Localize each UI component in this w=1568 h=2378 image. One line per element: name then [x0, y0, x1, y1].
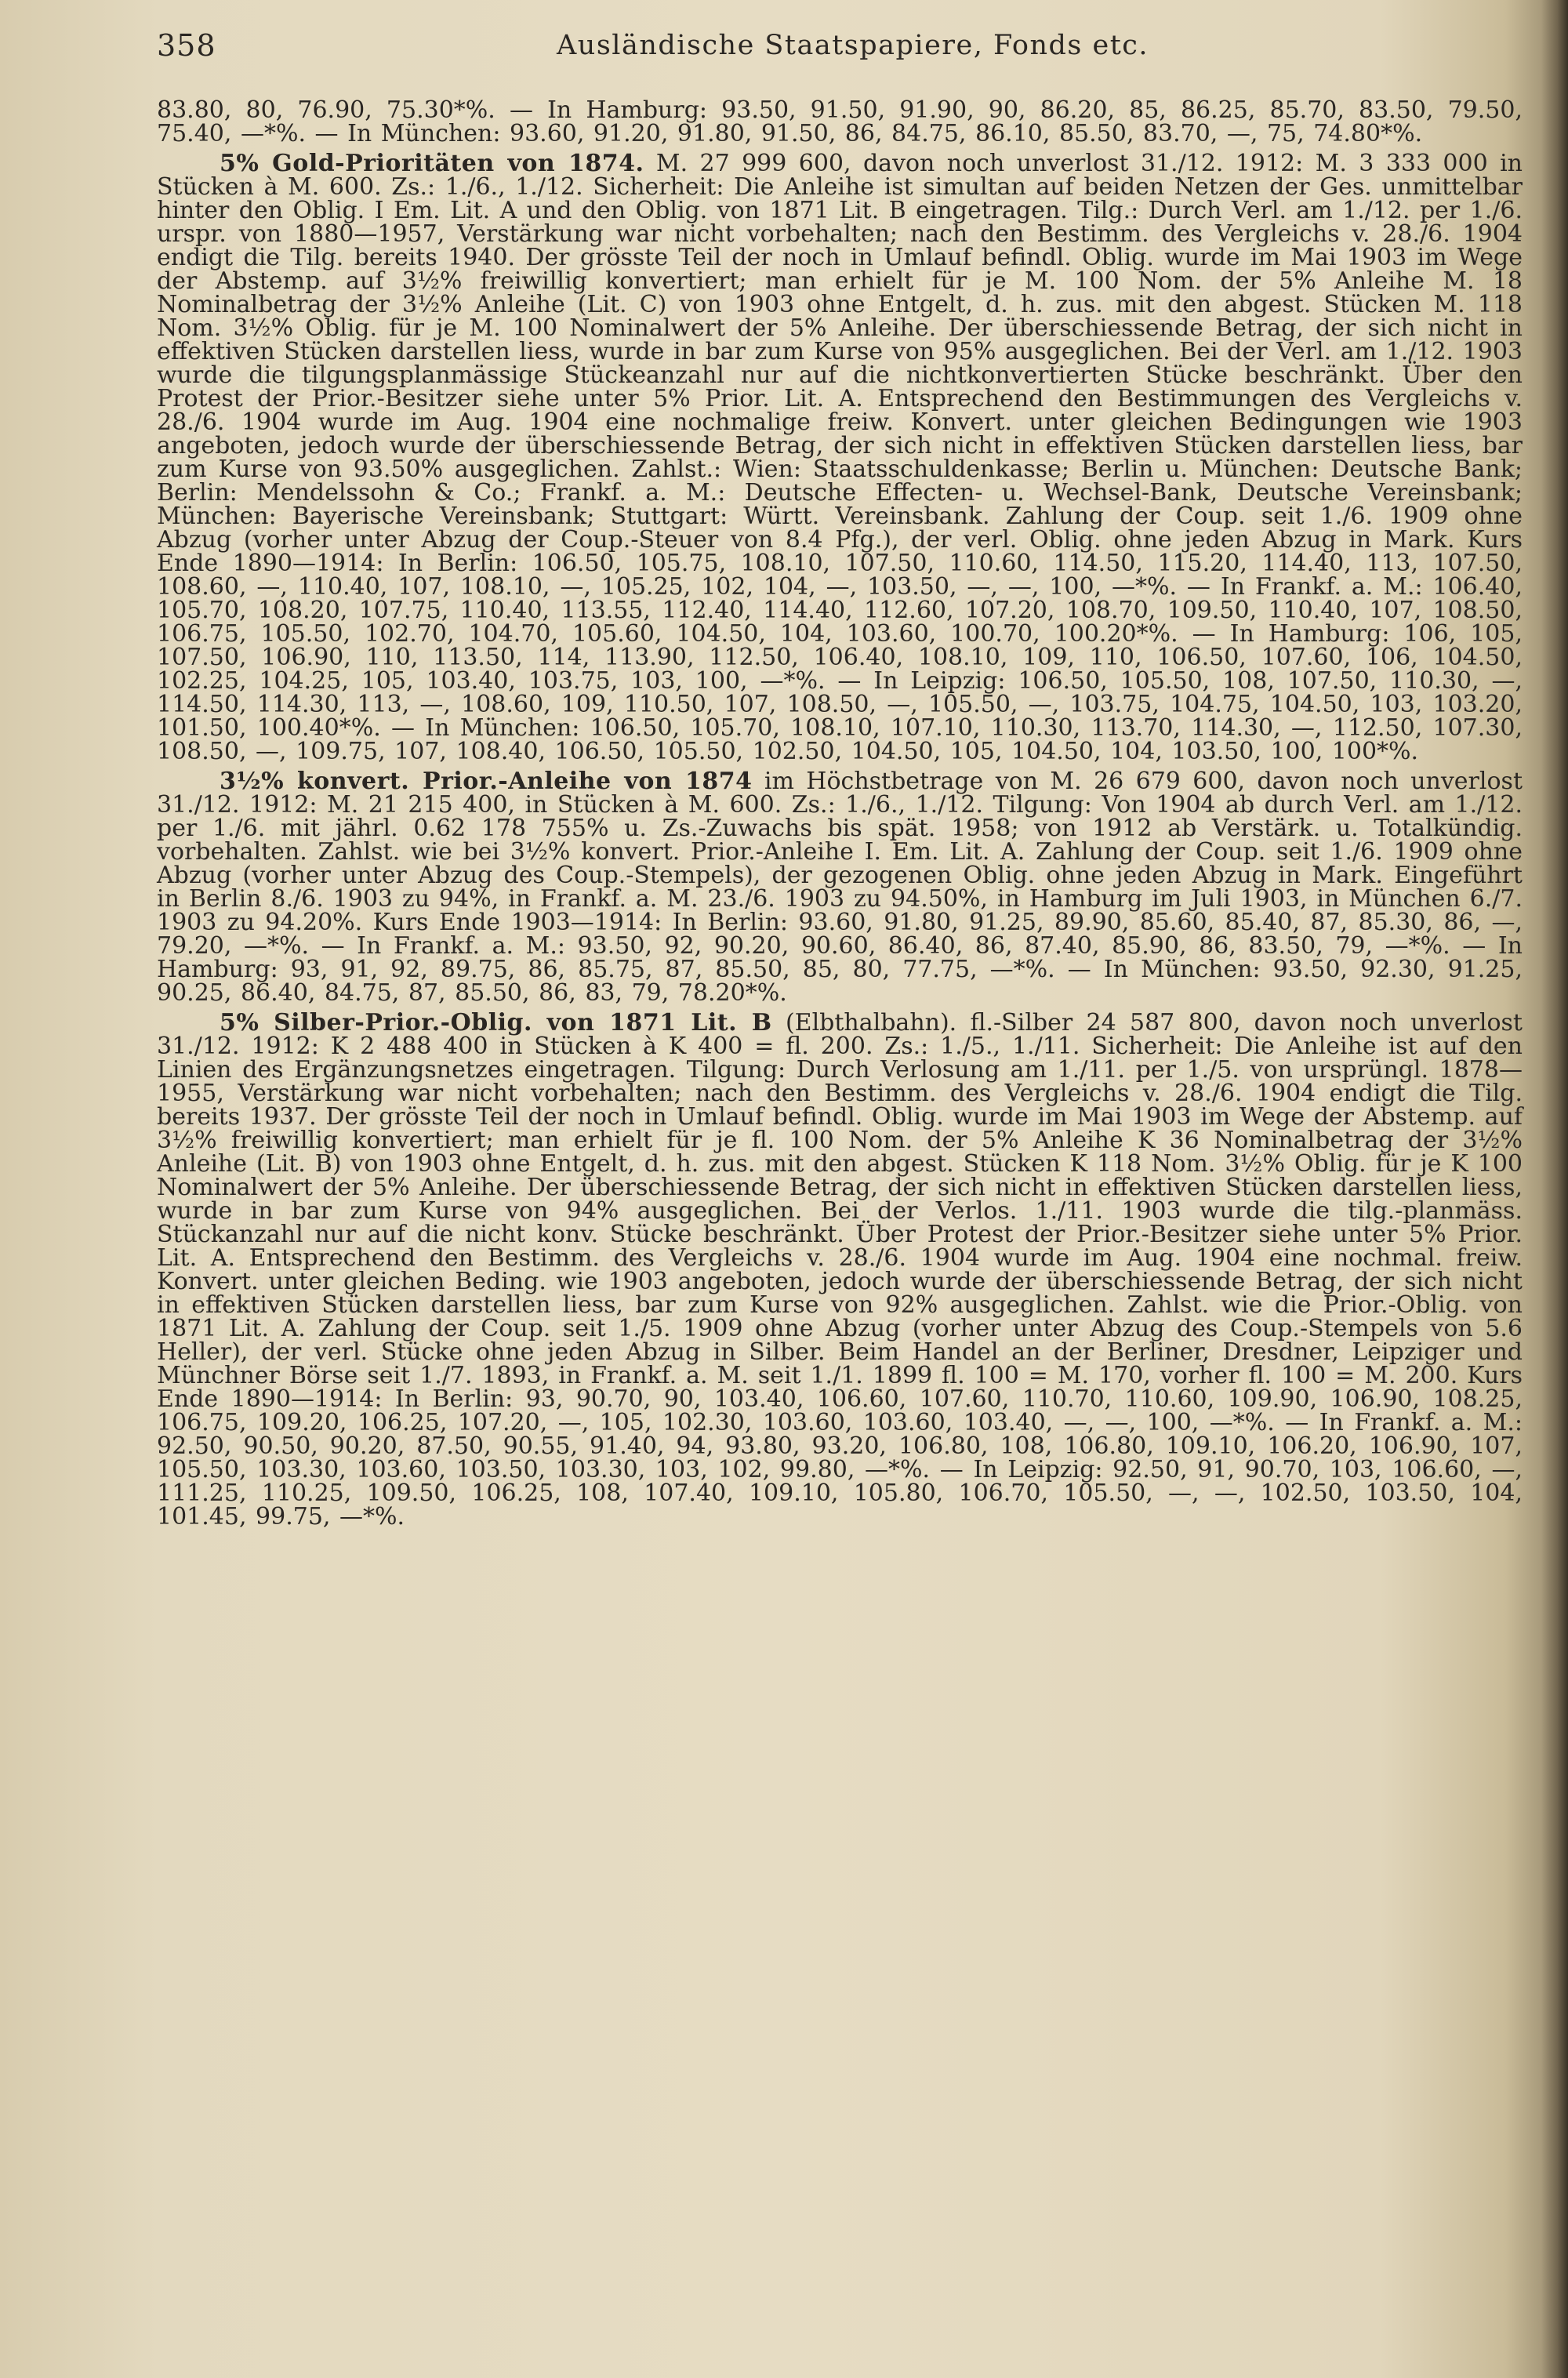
paragraph-heading: 3½% konvert. Prior.-Anleihe von 1874	[220, 768, 753, 795]
page-number: 358	[157, 28, 216, 63]
paragraph-text: M. 27 999 600, davon noch unverlost 31./12. 1912: M. 3 333 000 in Stücken à M. 600. Zs.: 1./6., 1./12. Sicherheit: Die Anleihe ist simultan auf beiden Netzen der Ges. unmittelbar hinter den Oblig. I Em. Lit. A und den Oblig. von 1871 Lit. B eingetragen. Tilg.: Durch Verl. am 1./12. per 1./6. urspr. von 1880—1957, Verstärkung war nicht vorbehalten; nach den Bestimm. des Vergleichs v. 28./6. 1904 endigt die Tilg. bereits 1940. Der grösste Teil der noch in Umlauf befindl. Oblig. wurde im Mai 1903 im Wege der Abstemp. auf 3½% freiwillig konvertiert; man erhielt für je M. 100 Nom. der 5% Anleihe M. 18 Nominalbetrag der 3½% Anleihe (Lit. C) von 1903 ohne Entgelt, d. h. zus. mit den abgest. Stücken M. 118 Nom. 3½% Oblig. für je M. 100 Nominalwert der 5% Anleihe. Der überschiessende Betrag, der sich nicht in effektiven Stücken darstellen liess, wurde in bar zum Kurse von 95% ausgeglichen. Bei der Verl. am 1./12. 1903 wurde die tilgungsplanmässige Stückeanzahl nur auf die nichtkonvertierten Stücke beschränkt. Über den Protest der Prior.-Besitzer siehe unter 5% Prior. Lit. A. Entsprechend den Bestimmungen des Vergleichs v. 28./6. 1904 wurde im Aug. 1904 eine nochmalige freiw. Konvert. unter gleichen Bedingungen wie 1903 angeboten, jedoch wurde der überschiessende Betrag, der sich nicht in effektiven Stücken darstellen liess, bar zum Kurse von 93.50% ausgeglichen. Zahlst.: Wien: Staatsschuldenkasse; Berlin u. München: Deutsche Bank; Berlin: Mendelssohn & Co.; Frankf. a. M.: Deutsche Effecten- u. Wechsel-Bank, Deutsche Vereinsbank; München: Bayerische Vereinsbank; Stuttgart: Württ. Vereinsbank. Zahlung der Coup. seit 1./6. 1909 ohne Abzug (vorher unter Abzug der Coup.-Steuer von 8.4 Pfg.), der verl. Oblig. ohne jeden Abzug in Mark. Kurs Ende 1890—1914: In Berlin: 106.50, 105.75, 108.10, 107.50, 110.60, 114.50, 115.20, 114.40, 113, 107.50, 108.60, —, 110.40, 107, 108.10, —, 105.25, 102, 104, —, 103.50, —, —, 100, —*%. — In Frankf. a. M.: 106.40, 105.70, 108.20, 107.75, 110.40, 113.55, 112.40, 114.40, 112.60, 107.20, 108.70, 109.50, 110.40, 107, 108.50, 106.75, 105.50, 102.70, 104.70, 105.60, 104.50, 104, 103.60, 100.70, 100.20*%. — In Hamburg: 106, 105, 107.50, 106.90, 110, 113.50, 114, 113.90, 112.50, 106.40, 108.10, 109, 110, 106.50, 107.60, 106, 104.50, 102.25, 104.25, 105, 103.40, 103.75, 103, 100, —*%. — In Leipzig: 106.50, 105.50, 108, 107.50, 110.30, —, 114.50, 114.30, 113, —, 108.60, 109, 110.50, 107, 108.50, —, 105.50, —, 103.75, 104.75, 104.50, 103, 103.20, 101.50, 100.40*%. — In München: 106.50, 105.70, 108.10, 107.10, 110.30, 113.70, 114.30, —, 112.50, 107.30, 108.50, —, 109.75, 107, 108.40, 106.50, 105.50, 102.50, 104.50, 105, 104.50, 104, 103.50, 100, 100*%.	[157, 150, 1523, 765]
paragraph-continuation	[157, 96, 1523, 147]
paragraph-text: im Höchstbetrage von M. 26 679 600, davon noch unverlost 31./12. 1912: M. 21 215 400, in Stücken à M. 600. Zs.: 1./6., 1./12. Tilgung: Von 1904 ab durch Verl. am 1./12. per 1./6. mit jährl. 0.62 178 755% u. Zs.-Zuwachs bis spät. 1958; von 1912 ab Verstärk. u. Totalkündig. vorbehalten. Zahlst. wie bei 3½% konvert. Prior.-Anleihe I. Em. Lit. A. Zahlung der Coup. seit 1./6. 1909 ohne Abzug (vorher unter Abzug des Coup.-Stempels), der gezogenen Oblig. ohne jeden Abzug in Mark. Eingeführt in Berlin 8./6. 1903 zu 94%, in Frankf. a. M. 23./6. 1903 zu 94.50%, in Hamburg im Juli 1903, in München 6./7. 1903 zu 94.20%. Kurs Ende 1903—1914: In Berlin: 93.60, 91.80, 91.25, 89.90, 85.60, 85.40, 87, 85.30, 86, —, 79.20, —*%. — In Frankf. a. M.: 93.50, 92, 90.20, 90.60, 86.40, 86, 87.40, 85.90, 86, 83.50, 79, —*%. — In Hamburg: 93, 91, 92, 89.75, 86, 85.75, 87, 85.50, 85, 80, 77.75, —*%. — In München: 93.50, 92.30, 91.25, 90.25, 86.40, 84.75, 87, 85.50, 86, 83, 79, 78.20*%.	[157, 768, 1523, 1007]
text-block	[157, 96, 1523, 1530]
paragraph-heading: 5% Silber-Prior.-Oblig. von 1871 Lit. B	[220, 1009, 772, 1037]
paragraph-gold-prioritaeten	[157, 152, 1523, 764]
page-header	[157, 28, 1411, 75]
paragraph-text: 83.80, 80, 76.90, 75.30*%. — In Hamburg: 93.50, 91.50, 91.90, 90, 86.20, 85, 86.25, 85.70, 83.50, 79.50, 75.40, —*%. — In München: 93.60, 91.20, 91.80, 91.50, 86, 84.75, 86.10, 85.50, 83.70, —, 75, 74.80*%.	[157, 96, 1523, 147]
paragraph-text: (Elbthalbahn). fl.-Silber 24 587 800, davon noch unverlost 31./12. 1912: K 2 488 400 in Stücken à K 400 = fl. 200. Zs.: 1./5., 1./11. Sicherheit: Die Anleihe ist auf den Linien des Ergänzungsnetzes eingetragen. Tilgung: Durch Verlosung am 1./11. per 1./5. von ursprüngl. 1878—1955, Verstärkung war nicht vorbehalten; nach den Bestimm. des Vergleichs v. 28./6. 1904 endigt die Tilg. bereits 1937. Der grösste Teil der noch in Umlauf befindl. Oblig. wurde im Mai 1903 im Wege der Abstemp. auf 3½% freiwillig konvertiert; man erhielt für je fl. 100 Nom. der 5% Anleihe K 36 Nominalbetrag der 3½% Anleihe (Lit. B) von 1903 ohne Entgelt, d. h. zus. mit den abgest. Stücken K 118 Nom. 3½% Oblig. für je K 100 Nominalwert der 5% Anleihe. Der überschiessende Betrag, der sich nicht in effektiven Stücken darstellen liess, wurde in bar zum Kurse von 94% ausgeglichen. Bei der Verlos. 1./11. 1903 wurde die tilg.-planmäss. Stückanzahl nur auf die nicht konv. Stücke beschränkt. Über Protest der Prior.-Besitzer siehe unter 5% Prior. Lit. A. Entsprechend den Bestimm. des Vergleichs v. 28./6. 1904 wurde im Aug. 1904 eine nochmal. freiw. Konvert. unter gleichen Beding. wie 1903 angeboten, jedoch wurde der überschiessende Betrag, der sich nicht in effektiven Stücken darstellen liess, bar zum Kurse von 92% ausgeglichen. Zahlst. wie die Prior.-Oblig. von 1871 Lit. A. Zahlung der Coup. seit 1./5. 1909 ohne Abzug (vorher unter Abzug des Coup.-Stempels von 5.6 Heller), der verl. Stücke ohne jeden Abzug in Silber. Beim Handel an der Berliner, Dresdner, Leipziger und Münchner Börse seit 1./7. 1893, in Frankf. a. M. seit 1./1. 1899 fl. 100 = M. 170, vorher fl. 100 = M. 200. Kurs Ende 1890—1914: In Berlin: 93, 90.70, 90, 103.40, 106.60, 107.60, 110.70, 110.60, 109.90, 106.90, 108.25, 106.75, 109.20, 106.25, 107.20, —, 105, 102.30, 103.60, 103.60, 103.40, —, —, 100, —*%. — In Frankf. a. M.: 92.50, 90.50, 90.20, 87.50, 90.55, 91.40, 94, 93.80, 93.20, 106.80, 108, 106.80, 109.10, 106.20, 106.90, 107, 105.50, 103.30, 103.60, 103.50, 103.30, 103, 102, 99.80, —*%. — In Leipzig: 92.50, 91, 90.70, 103, 106.60, —, 111.25, 110.25, 109.50, 106.25, 108, 107.40, 109.10, 105.80, 106.70, 105.50, —, —, 102.50, 103.50, 104, 101.45, 99.75, —*%.	[157, 1009, 1523, 1530]
paragraph-heading: 5% Gold-Prioritäten von 1874.	[220, 150, 644, 177]
running-head: Ausländische Staatspapiere, Fonds etc.	[557, 30, 1149, 61]
paragraph-silber-prior-oblig	[157, 1011, 1523, 1529]
paragraph-konvert-prior-anleihe	[157, 770, 1523, 1005]
page-edge-shadow	[1541, 0, 1568, 2378]
